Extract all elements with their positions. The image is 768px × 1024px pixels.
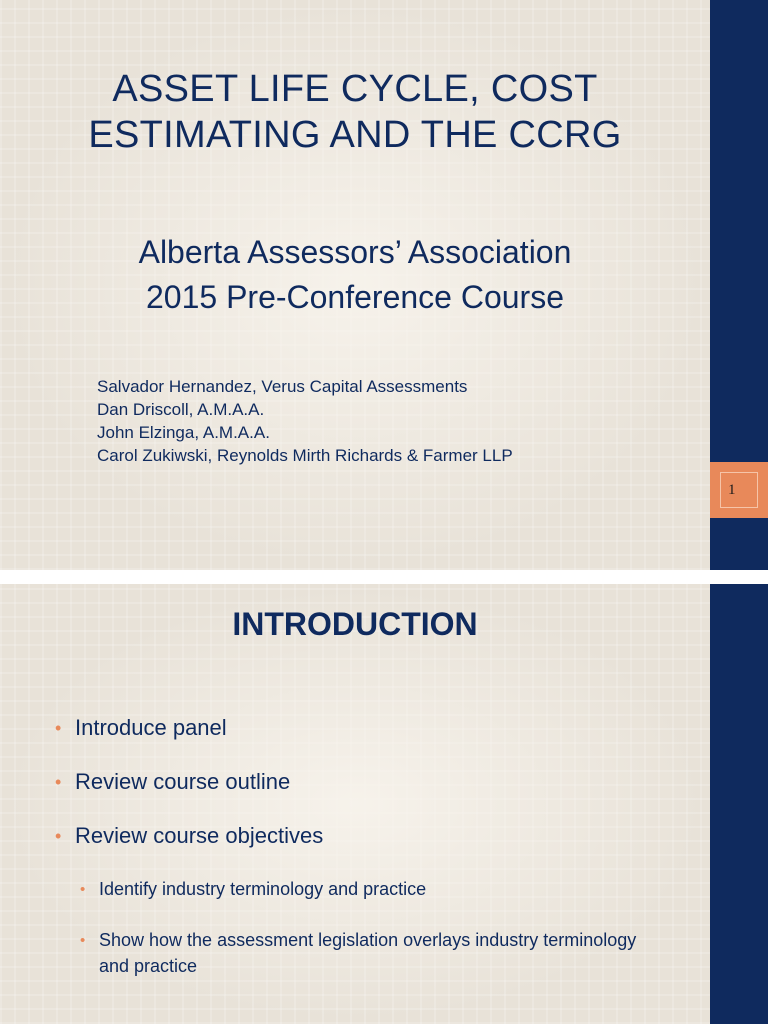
author-line: John Elzinga, A.M.A.A. [97,423,270,442]
page-number-box [710,462,768,518]
author-line: Dan Driscoll, A.M.A.A. [97,400,265,419]
bullet-icon: • [80,932,86,949]
author-line: Carol Zukiwski, Reynolds Mirth Richards & Farmer LLP [97,446,513,465]
bullet-text: Review course outline [75,769,291,794]
slide-title [20,66,690,158]
author-line: Salvador Hernandez, Verus Capital Assessments [97,377,468,396]
sub-bullet-item [80,927,640,979]
bullet-item [55,822,323,849]
sub-bullet-text: Identify industry terminology and practice [99,879,427,899]
bullet-item [55,768,290,795]
side-bar [710,584,768,1024]
title-line-1: ASSET LIFE CYCLE, COST [112,68,598,110]
bullet-icon: • [55,718,62,738]
bullet-item [55,714,227,741]
slide-subtitle [20,230,690,320]
slide-title: INTRODUCTION [232,606,478,642]
bullet-icon: • [55,772,62,792]
subtitle-line-2: 2015 Pre-Conference Course [145,279,564,315]
title-line-2: ESTIMATING AND THE CCRG [88,114,622,156]
slide-separator [0,570,710,584]
sub-bullet-text: Show how the assessment legislation overlays industry terminology and practice [99,930,637,976]
bullet-icon: • [80,881,86,898]
bullet-icon: • [55,826,62,846]
bullet-text: Introduce panel [75,715,227,740]
introduction-slide [0,584,768,1024]
page-number: 1 [720,472,758,508]
authors-list [97,375,513,467]
subtitle-line-1: Alberta Assessors’ Association [138,234,572,270]
bullet-text: Review course objectives [75,823,324,848]
sub-bullet-item [80,876,640,902]
